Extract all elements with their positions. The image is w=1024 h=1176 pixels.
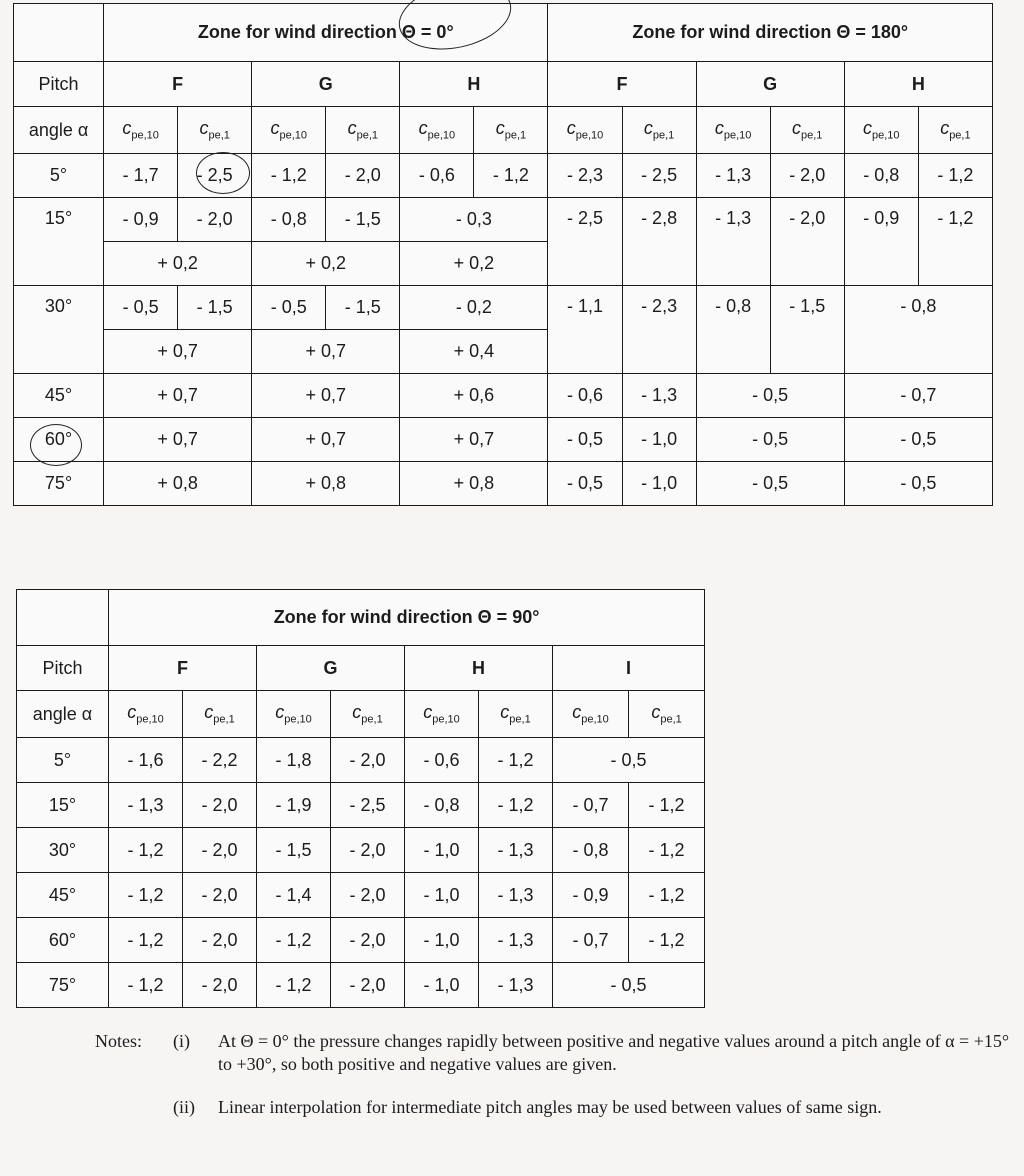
table-cell: - 1,2 bbox=[109, 828, 183, 873]
cpe10-header: $c_{pe,10}$ bbox=[252, 107, 326, 154]
table-cell: - 0,6 bbox=[400, 154, 474, 198]
table-cell: + 0,8 bbox=[400, 462, 548, 506]
cpe1-header: $c_{pe,1}$ bbox=[178, 107, 252, 154]
table-cell: - 1,0 bbox=[405, 873, 479, 918]
table-cell: - 1,5 bbox=[770, 286, 844, 374]
table-cell: - 1,2 bbox=[257, 963, 331, 1008]
note-number: (i) bbox=[173, 1031, 190, 1051]
table-cell: - 1,0 bbox=[622, 418, 696, 462]
table-cell: - 2,0 bbox=[331, 963, 405, 1008]
angle-header: angle α bbox=[14, 107, 104, 154]
table-cell: - 2,0 bbox=[183, 963, 257, 1008]
table-cell: - 1,7 bbox=[104, 154, 178, 198]
table-cell: - 0,9 bbox=[844, 198, 918, 286]
table-cell: - 1,3 bbox=[696, 198, 770, 286]
table-cell: - 0,7 bbox=[553, 783, 629, 828]
table-cell: - 2,0 bbox=[331, 738, 405, 783]
table-cell: 30° bbox=[17, 828, 109, 873]
table-cell: - 1,3 bbox=[109, 783, 183, 828]
table-cell: - 2,3 bbox=[548, 154, 622, 198]
table-cell: - 0,5 bbox=[696, 418, 844, 462]
table-cell: - 2,0 bbox=[770, 198, 844, 286]
table-cell: - 2,0 bbox=[770, 154, 844, 198]
table-cell: + 0,7 bbox=[104, 418, 252, 462]
table-cell: - 0,5 bbox=[553, 963, 705, 1008]
note-item bbox=[95, 1030, 1015, 1076]
table-cell: - 1,3 bbox=[479, 873, 553, 918]
table-cell: - 1,0 bbox=[405, 963, 479, 1008]
cpe10-header: $c_{pe,10}$ bbox=[257, 691, 331, 738]
zone-g-90: G bbox=[257, 646, 405, 691]
table-cell: - 0,6 bbox=[548, 374, 622, 418]
table-cell: - 0,5 bbox=[252, 286, 326, 330]
table-cell: - 1,1 bbox=[548, 286, 622, 374]
table-cell: - 1,2 bbox=[474, 154, 548, 198]
note-number: (ii) bbox=[173, 1097, 195, 1117]
cpe1-header: $c_{pe,1}$ bbox=[629, 691, 705, 738]
table-cell: + 0,7 bbox=[252, 330, 400, 374]
pressure-table-90 bbox=[16, 589, 705, 1008]
table-cell: - 2,3 bbox=[622, 286, 696, 374]
zone-g-0: G bbox=[252, 62, 400, 107]
table-cell: - 1,2 bbox=[109, 963, 183, 1008]
table-cell: - 2,0 bbox=[183, 873, 257, 918]
cpe1-header: $c_{pe,1}$ bbox=[770, 107, 844, 154]
table-cell: - 0,8 bbox=[696, 286, 770, 374]
table-cell: - 1,2 bbox=[629, 828, 705, 873]
table-cell: - 1,3 bbox=[479, 918, 553, 963]
table-cell: 15° bbox=[14, 198, 104, 286]
table-cell: + 0,2 bbox=[104, 242, 252, 286]
corner-cell bbox=[14, 4, 104, 62]
table-cell: - 0,9 bbox=[104, 198, 178, 242]
table-cell: - 1,2 bbox=[109, 873, 183, 918]
zone-h-90: H bbox=[405, 646, 553, 691]
table-cell: + 0,6 bbox=[400, 374, 548, 418]
table-cell: - 1,2 bbox=[629, 783, 705, 828]
corner-cell bbox=[17, 590, 109, 646]
table-cell: - 1,2 bbox=[918, 154, 992, 198]
zone-header-90: Zone for wind direction Θ = 90° bbox=[109, 590, 705, 646]
angle-header: angle α bbox=[17, 691, 109, 738]
table-cell: - 2,0 bbox=[331, 828, 405, 873]
zone-i-90: I bbox=[553, 646, 705, 691]
table-cell: - 0,2 bbox=[400, 286, 548, 330]
zone-f-0: F bbox=[104, 62, 252, 107]
table-cell: 5° bbox=[14, 154, 104, 198]
table-cell: - 2,0 bbox=[183, 918, 257, 963]
table-cell: - 1,0 bbox=[405, 918, 479, 963]
table-cell: - 0,6 bbox=[405, 738, 479, 783]
table-cell: - 1,3 bbox=[622, 374, 696, 418]
cpe1-header: $c_{pe,1}$ bbox=[331, 691, 405, 738]
table-cell: - 2,0 bbox=[183, 783, 257, 828]
table-cell: - 2,5 bbox=[178, 154, 252, 198]
table-cell: + 0,2 bbox=[400, 242, 548, 286]
table-cell: - 0,5 bbox=[548, 418, 622, 462]
table-cell: - 0,8 bbox=[844, 286, 992, 374]
table-cell: - 1,2 bbox=[252, 154, 326, 198]
table-cell: - 0,5 bbox=[548, 462, 622, 506]
table-cell: - 0,5 bbox=[696, 462, 844, 506]
zone-h-180: H bbox=[844, 62, 992, 107]
zone-g-180: G bbox=[696, 62, 844, 107]
table-cell: + 0,2 bbox=[252, 242, 400, 286]
table-cell: + 0,7 bbox=[104, 330, 252, 374]
table-cell: + 0,8 bbox=[104, 462, 252, 506]
table-cell: - 2,0 bbox=[331, 918, 405, 963]
cpe10-header: $c_{pe,10}$ bbox=[696, 107, 770, 154]
cpe10-header: $c_{pe,10}$ bbox=[104, 107, 178, 154]
table-cell: - 1,9 bbox=[257, 783, 331, 828]
note-text: At Θ = 0° the pressure changes rapidly between positive and negative values around a pitch angle of α = +15° to +30°, so both positive and negative values are given. bbox=[218, 1031, 1010, 1074]
pitch-header: Pitch bbox=[17, 646, 109, 691]
table-cell: - 0,5 bbox=[696, 374, 844, 418]
cpe1-header: $c_{pe,1}$ bbox=[474, 107, 548, 154]
table-cell: - 1,3 bbox=[696, 154, 770, 198]
table-cell: 45° bbox=[14, 374, 104, 418]
cpe10-header: $c_{pe,10}$ bbox=[109, 691, 183, 738]
table-cell: - 2,0 bbox=[331, 873, 405, 918]
table-cell: - 2,5 bbox=[331, 783, 405, 828]
table-cell: - 2,2 bbox=[183, 738, 257, 783]
table-cell: 60° bbox=[17, 918, 109, 963]
pitch-header: Pitch bbox=[14, 62, 104, 107]
table-cell: 75° bbox=[17, 963, 109, 1008]
table-cell: - 1,5 bbox=[326, 198, 400, 242]
table-cell: 75° bbox=[14, 462, 104, 506]
table-cell: 60° bbox=[14, 418, 104, 462]
note-item bbox=[95, 1096, 1015, 1119]
notes-label: Notes: bbox=[95, 1031, 142, 1051]
table-cell: + 0,7 bbox=[104, 374, 252, 418]
table-cell: - 1,8 bbox=[257, 738, 331, 783]
cpe1-header: $c_{pe,1}$ bbox=[479, 691, 553, 738]
table-cell: - 1,5 bbox=[326, 286, 400, 330]
table-cell: - 0,5 bbox=[844, 418, 992, 462]
table-cell: - 0,5 bbox=[844, 462, 992, 506]
table-cell: + 0,7 bbox=[252, 418, 400, 462]
table-cell: - 2,0 bbox=[326, 154, 400, 198]
table-cell: - 2,5 bbox=[548, 198, 622, 286]
table-cell: - 2,0 bbox=[183, 828, 257, 873]
table-cell: - 0,9 bbox=[553, 873, 629, 918]
table-cell: - 0,7 bbox=[844, 374, 992, 418]
zone-header-0: Zone for wind direction Θ = 0° bbox=[104, 4, 548, 62]
zone-header-180: Zone for wind direction Θ = 180° bbox=[548, 4, 993, 62]
table-cell: + 0,7 bbox=[252, 374, 400, 418]
table-cell: - 1,0 bbox=[405, 828, 479, 873]
table-cell: - 1,3 bbox=[479, 963, 553, 1008]
table-cell: - 0,8 bbox=[252, 198, 326, 242]
table-cell: - 1,2 bbox=[109, 918, 183, 963]
table-cell: + 0,8 bbox=[252, 462, 400, 506]
table-cell: + 0,7 bbox=[400, 418, 548, 462]
table-cell: - 1,2 bbox=[257, 918, 331, 963]
table-cell: 45° bbox=[17, 873, 109, 918]
table-cell: - 0,7 bbox=[553, 918, 629, 963]
table-cell: 5° bbox=[17, 738, 109, 783]
table-cell: + 0,4 bbox=[400, 330, 548, 374]
zone-f-90: F bbox=[109, 646, 257, 691]
table-cell: - 0,8 bbox=[844, 154, 918, 198]
table-cell: - 0,5 bbox=[104, 286, 178, 330]
table-cell: - 0,3 bbox=[400, 198, 548, 242]
table-cell: 30° bbox=[14, 286, 104, 374]
zone-h-0: H bbox=[400, 62, 548, 107]
table-cell: - 1,5 bbox=[257, 828, 331, 873]
table-cell: - 1,0 bbox=[622, 462, 696, 506]
cpe10-header: $c_{pe,10}$ bbox=[844, 107, 918, 154]
cpe10-header: $c_{pe,10}$ bbox=[400, 107, 474, 154]
pressure-table-0-180 bbox=[13, 3, 993, 506]
table-cell: 15° bbox=[17, 783, 109, 828]
cpe1-header: $c_{pe,1}$ bbox=[183, 691, 257, 738]
cpe10-header: $c_{pe,10}$ bbox=[553, 691, 629, 738]
table-cell: - 0,8 bbox=[405, 783, 479, 828]
table-cell: - 1,2 bbox=[918, 198, 992, 286]
table-cell: - 1,2 bbox=[629, 873, 705, 918]
table-cell: - 1,4 bbox=[257, 873, 331, 918]
table-cell: - 2,8 bbox=[622, 198, 696, 286]
cpe1-header: $c_{pe,1}$ bbox=[326, 107, 400, 154]
cpe1-header: $c_{pe,1}$ bbox=[918, 107, 992, 154]
table-cell: - 0,5 bbox=[553, 738, 705, 783]
cpe10-header: $c_{pe,10}$ bbox=[548, 107, 622, 154]
table-cell: - 2,0 bbox=[178, 198, 252, 242]
cpe1-header: $c_{pe,1}$ bbox=[622, 107, 696, 154]
table-cell: - 0,8 bbox=[553, 828, 629, 873]
table-cell: - 1,2 bbox=[629, 918, 705, 963]
table-cell: - 1,6 bbox=[109, 738, 183, 783]
table-cell: - 1,3 bbox=[479, 828, 553, 873]
zone-f-180: F bbox=[548, 62, 696, 107]
table-cell: - 1,2 bbox=[479, 738, 553, 783]
table-cell: - 1,5 bbox=[178, 286, 252, 330]
cpe10-header: $c_{pe,10}$ bbox=[405, 691, 479, 738]
notes-section bbox=[95, 1030, 1015, 1139]
note-text: Linear interpolation for intermediate pitch angles may be used between values of same sign. bbox=[218, 1097, 882, 1117]
table-cell: - 2,5 bbox=[622, 154, 696, 198]
table-cell: - 1,2 bbox=[479, 783, 553, 828]
